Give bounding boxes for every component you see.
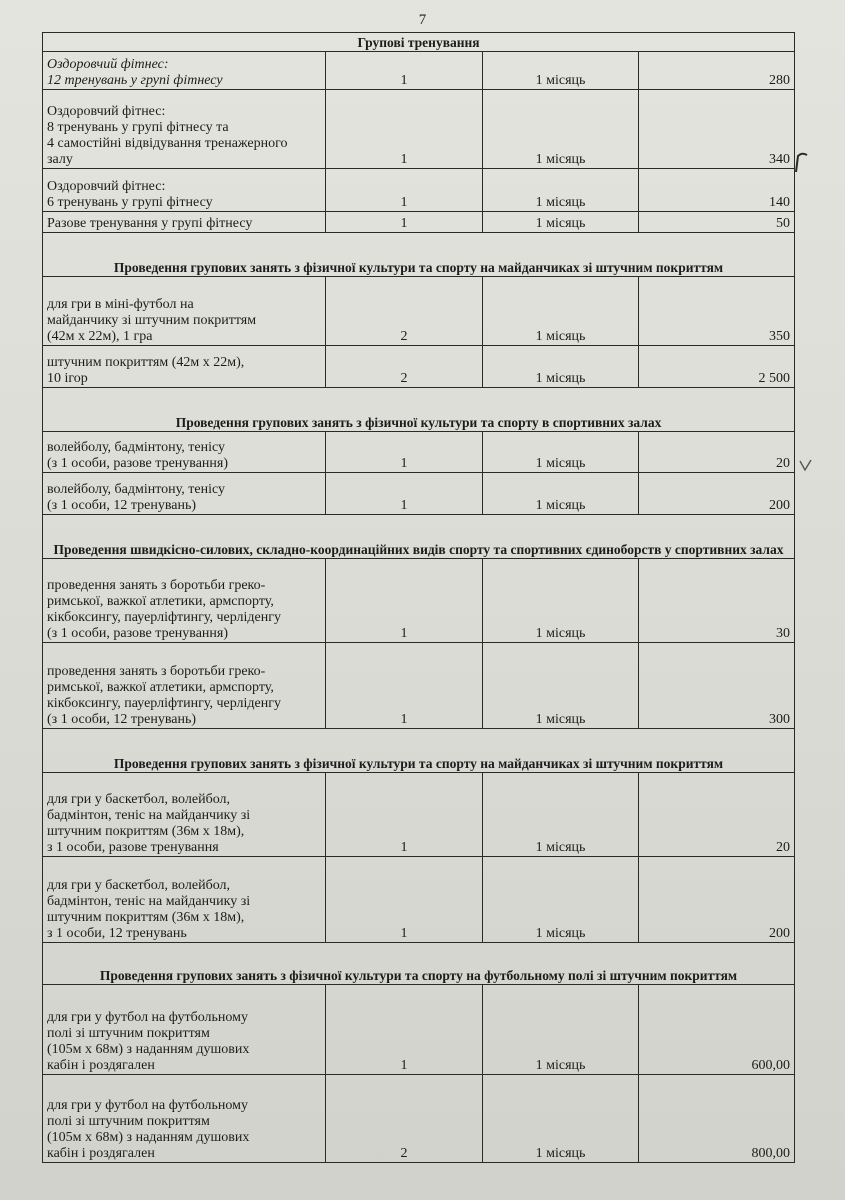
row-quantity: 1 xyxy=(326,90,483,169)
row-quantity: 2 xyxy=(326,277,483,346)
row-quantity: 2 xyxy=(326,346,483,388)
handwritten-tick-mark xyxy=(790,150,810,174)
row-price: 20 xyxy=(639,773,795,857)
section-title: Проведення групових занять з фізичної культури та спорту на футбольному полі зі штучним покриттям xyxy=(43,943,795,985)
row-price: 140 xyxy=(639,169,795,212)
row-period: 1 місяць xyxy=(483,473,639,515)
row-price: 2 500 xyxy=(639,346,795,388)
row-description: для гри в міні-футбол на майданчику зі штучним покриттям (42м х 22м), 1 гра xyxy=(43,277,326,346)
section-title: Проведення групових занять з фізичної культури та спорту в спортивних залах xyxy=(43,388,795,432)
row-quantity: 1 xyxy=(326,773,483,857)
row-price: 800,00 xyxy=(639,1075,795,1163)
row-quantity: 1 xyxy=(326,212,483,233)
section-title: Групові тренування xyxy=(43,33,795,52)
row-period: 1 місяць xyxy=(483,773,639,857)
row-price: 350 xyxy=(639,277,795,346)
row-price: 280 xyxy=(639,52,795,90)
row-description: Разове тренування у групі фітнесу xyxy=(43,212,326,233)
row-period: 1 місяць xyxy=(483,169,639,212)
row-period: 1 місяць xyxy=(483,559,639,643)
section-title: Проведення групових занять з фізичної культури та спорту на майданчиках зі штучним покриттям xyxy=(43,729,795,773)
row-period: 1 місяць xyxy=(483,643,639,729)
row-description: для гри у футбол на футбольному полі зі штучним покриттям (105м х 68м) з наданням душових кабін і роздягален xyxy=(43,985,326,1075)
section-title: Проведення групових занять з фізичної культури та спорту на майданчиках зі штучним покриттям xyxy=(43,233,795,277)
row-description: для гри у баскетбол, волейбол, бадмінтон, теніс на майданчику зі штучним покриттям (36м х 18м), з 1 особи, 12 тренувань xyxy=(43,857,326,943)
row-quantity: 2 xyxy=(326,1075,483,1163)
price-table xyxy=(42,32,795,1163)
row-period: 1 місяць xyxy=(483,277,639,346)
row-price: 30 xyxy=(639,559,795,643)
row-description: Оздоровчий фітнес: 12 тренувань у групі фітнесу xyxy=(43,52,326,90)
row-description: для гри у баскетбол, волейбол, бадмінтон, теніс на майданчику зі штучним покриттям (36м х 18м), з 1 особи, разове тренування xyxy=(43,773,326,857)
row-quantity: 1 xyxy=(326,559,483,643)
row-period: 1 місяць xyxy=(483,212,639,233)
row-period: 1 місяць xyxy=(483,52,639,90)
row-quantity: 1 xyxy=(326,169,483,212)
handwritten-check-mark xyxy=(798,458,814,474)
row-description: проведення занять з боротьби греко- римської, важкої атлетики, армспорту, кікбоксингу, пауерліфтингу, черліденгу (з 1 особи, 12 тренувань) xyxy=(43,643,326,729)
row-quantity: 1 xyxy=(326,473,483,515)
row-description: проведення занять з боротьби греко- римської, важкої атлетики, армспорту, кікбоксингу, пауерліфтингу, черліденгу (з 1 особи, разове тренування) xyxy=(43,559,326,643)
row-period: 1 місяць xyxy=(483,985,639,1075)
page-number: 7 xyxy=(418,12,427,28)
row-price: 600,00 xyxy=(639,985,795,1075)
row-period: 1 місяць xyxy=(483,1075,639,1163)
row-description: волейболу, бадмінтону, тенісу (з 1 особи, разове тренування) xyxy=(43,432,326,473)
row-quantity: 1 xyxy=(326,643,483,729)
row-period: 1 місяць xyxy=(483,346,639,388)
row-quantity: 1 xyxy=(326,985,483,1075)
row-description: для гри у футбол на футбольному полі зі штучним покриттям (105м х 68м) з наданням душових кабін і роздягален xyxy=(43,1075,326,1163)
row-description: Оздоровчий фітнес: 8 тренувань у групі фітнесу та 4 самостійні відвідування тренажерного залу xyxy=(43,90,326,169)
row-price: 50 xyxy=(639,212,795,233)
row-price: 20 xyxy=(639,432,795,473)
section-title: Проведення швидкісно-силових, складно-координаційних видів спорту та спортивних єдиноборств у спортивних залах xyxy=(43,515,795,559)
row-period: 1 місяць xyxy=(483,432,639,473)
row-description: волейболу, бадмінтону, тенісу (з 1 особи, 12 тренувань) xyxy=(43,473,326,515)
row-price: 200 xyxy=(639,473,795,515)
row-price: 200 xyxy=(639,857,795,943)
row-quantity: 1 xyxy=(326,52,483,90)
row-period: 1 місяць xyxy=(483,857,639,943)
row-quantity: 1 xyxy=(326,432,483,473)
row-price: 300 xyxy=(639,643,795,729)
row-period: 1 місяць xyxy=(483,90,639,169)
row-price: 340 xyxy=(639,90,795,169)
row-description: Оздоровчий фітнес: 6 тренувань у групі фітнесу xyxy=(43,169,326,212)
row-quantity: 1 xyxy=(326,857,483,943)
row-description: штучним покриттям (42м х 22м), 10 ігор xyxy=(43,346,326,388)
